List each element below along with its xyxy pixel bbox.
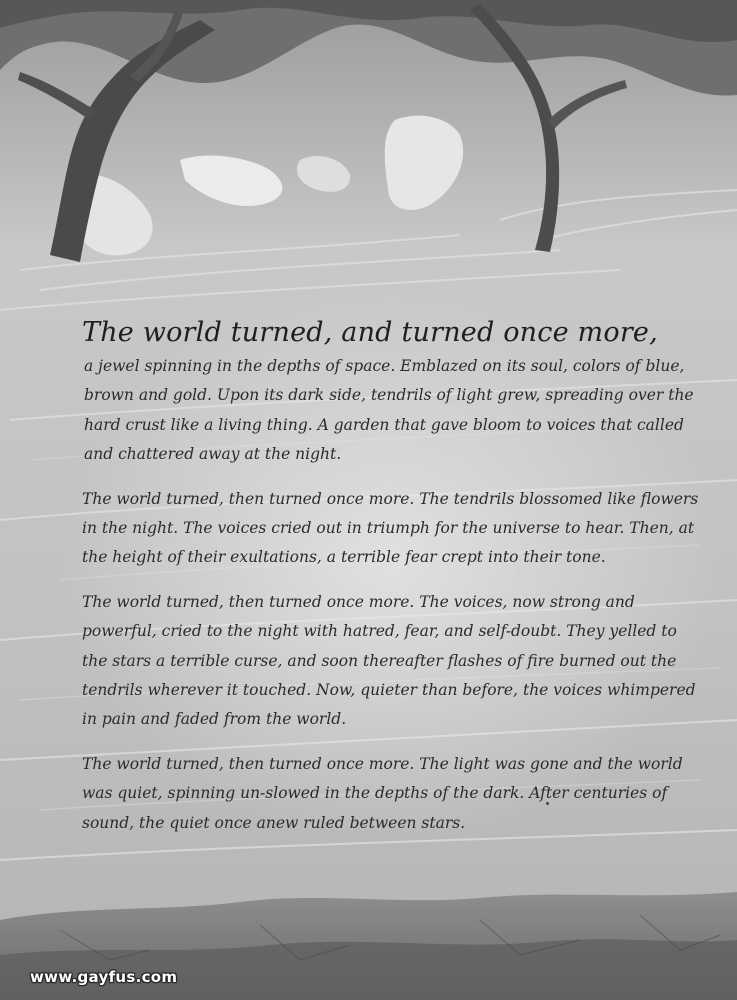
story-paragraph-4: The world turned, then turned once more. The light was gone and the world was quiet, spinning un-slowed in the depths of the dark. After centuries of sound, the quiet once anew ruled between stars.: [82, 754, 683, 832]
story-paragraph-3: The world turned, then turned once more. The voices, now strong and powerful, cried to the night with hatred, fear, and self-doubt. They yelled to the stars a terrible curse, and soon thereafter flashes of fire burned out the tendrils wherever it touched. Now, quieter than before, the voices whimpered in pain and faded from the world.: [82, 592, 696, 729]
story-paragraph-2: The world turned, then turned once more. The tendrils blossomed like flowers in the night. The voices cried out in triumph for the universe to hear. Then, at the height of their exultations, a terrible fear crept into their tone.: [82, 489, 699, 567]
story-text: [82, 316, 707, 838]
site-watermark: www.gayfus.com: [30, 968, 178, 986]
story-paragraph-1: a jewel spinning in the depths of space. Emblazed on its soul, colors of blue, brown and gold. Upon its dark side, tendrils of light grew, spreading over the hard crust like a living thing. A garden that gave bloom to voices that called and chattered away at the night.: [84, 357, 694, 464]
ink-dot: [546, 802, 549, 805]
story-headline: The world turned, and turned once more,: [82, 317, 658, 348]
